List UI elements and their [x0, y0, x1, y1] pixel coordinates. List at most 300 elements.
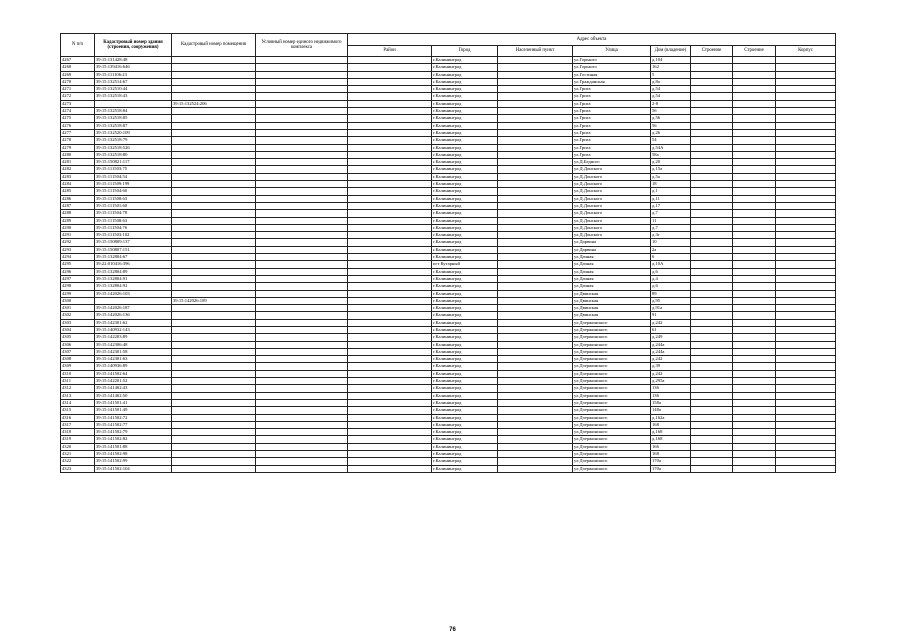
cell-cadastral-premise	[172, 151, 256, 158]
cell-city: г.Калининград	[432, 217, 498, 224]
cell-number: 4291	[61, 232, 95, 239]
cell-block	[776, 378, 836, 385]
cell-settlement	[498, 429, 573, 436]
cell-house: д.168	[651, 429, 691, 436]
cell-house: д.244а	[651, 348, 691, 355]
cell-complex-number	[256, 173, 348, 180]
cell-korpus	[691, 129, 733, 136]
cell-cadastral-premise	[172, 378, 256, 385]
cell-complex-number	[256, 297, 348, 304]
cell-settlement	[498, 129, 573, 136]
cell-house: д.3г	[651, 232, 691, 239]
cell-cadastral-premise	[172, 341, 256, 348]
cell-korpus	[691, 385, 733, 392]
table-row	[61, 239, 836, 246]
cell-settlement	[498, 326, 573, 333]
cell-cadastral-building: 39:15:111501:60	[95, 202, 172, 209]
cell-building	[733, 115, 776, 122]
cell-house: д.39	[651, 363, 691, 370]
cell-cadastral-premise	[172, 363, 256, 370]
cell-street: ул.Дзержинского	[573, 421, 651, 428]
cell-district	[348, 151, 432, 158]
cell-cadastral-building: 39:15:132518:85	[95, 115, 172, 122]
cell-settlement	[498, 188, 573, 195]
cell-block	[776, 319, 836, 326]
cell-number: 4282	[61, 166, 95, 173]
cell-number: 4268	[61, 64, 95, 71]
cell-settlement	[498, 108, 573, 115]
cell-block	[776, 108, 836, 115]
cell-house: 168	[651, 421, 691, 428]
cell-cadastral-premise	[172, 414, 256, 421]
cell-complex-number	[256, 290, 348, 297]
cell-complex-number	[256, 319, 348, 326]
cell-complex-number	[256, 261, 348, 268]
cell-city: г.Калининград	[432, 421, 498, 428]
cell-house: 158а	[651, 399, 691, 406]
cell-city: г.Калининград	[432, 326, 498, 333]
cell-settlement	[498, 319, 573, 326]
cell-district	[348, 108, 432, 115]
cell-street: ул.Дарвина	[573, 239, 651, 246]
cell-city: г.Калининград	[432, 57, 498, 64]
cell-district	[348, 319, 432, 326]
cell-complex-number	[256, 93, 348, 100]
cell-korpus	[691, 159, 733, 166]
cell-complex-number	[256, 429, 348, 436]
cell-complex-number	[256, 341, 348, 348]
cell-district	[348, 144, 432, 151]
cell-district	[348, 326, 432, 333]
header-num: N п/п	[61, 34, 95, 57]
cell-street: ул.Д.Бедного	[573, 159, 651, 166]
cell-cadastral-premise	[172, 443, 256, 450]
cell-cadastral-premise	[172, 261, 256, 268]
cell-house: д.5а	[651, 173, 691, 180]
cell-city: г.Калининград	[432, 188, 498, 195]
cell-cadastral-premise	[172, 254, 256, 261]
cell-city: пгт Кутарный	[432, 261, 498, 268]
table-row	[61, 188, 836, 195]
cell-korpus	[691, 254, 733, 261]
cell-settlement	[498, 312, 573, 319]
cell-cadastral-building: 39:15:132518:80	[95, 151, 172, 158]
table-row	[61, 290, 836, 297]
cell-district	[348, 275, 432, 282]
table-row	[61, 451, 836, 458]
cell-house: 89	[651, 290, 691, 297]
cell-korpus	[691, 458, 733, 465]
cell-city: г.Калининград	[432, 385, 498, 392]
cell-block	[776, 436, 836, 443]
cell-city: г.Калининград	[432, 93, 498, 100]
cell-house: д.56	[651, 115, 691, 122]
cell-korpus	[691, 356, 733, 363]
cell-district	[348, 122, 432, 129]
cell-settlement	[498, 78, 573, 85]
table-row	[61, 100, 836, 107]
cell-complex-number	[256, 137, 348, 144]
cell-city: г.Калининград	[432, 166, 498, 173]
cell-korpus	[691, 465, 733, 472]
cell-cadastral-premise	[172, 137, 256, 144]
table-row	[61, 370, 836, 377]
table-row	[61, 108, 836, 115]
cell-city: г.Калининград	[432, 159, 498, 166]
cell-cadastral-building: 39:15:132518:526	[95, 144, 172, 151]
cell-block	[776, 78, 836, 85]
cell-complex-number	[256, 458, 348, 465]
cell-korpus	[691, 86, 733, 93]
cell-building	[733, 312, 776, 319]
cell-block	[776, 93, 836, 100]
cell-building	[733, 268, 776, 275]
cell-korpus	[691, 290, 733, 297]
cell-house: д.4	[651, 275, 691, 282]
cell-district	[348, 414, 432, 421]
cell-cadastral-building: 39:15:142301:62	[95, 319, 172, 326]
cell-settlement	[498, 392, 573, 399]
cell-cadastral-building: 39:15:141501:41	[95, 399, 172, 406]
cell-block	[776, 217, 836, 224]
cell-cadastral-building: 39:15:111503:75	[95, 166, 172, 173]
cell-district	[348, 334, 432, 341]
cell-district	[348, 370, 432, 377]
cell-cadastral-building: 39:15:111106:23	[95, 71, 172, 78]
cell-building	[733, 78, 776, 85]
cell-city: г.Калининград	[432, 195, 498, 202]
cell-korpus	[691, 436, 733, 443]
cell-complex-number	[256, 195, 348, 202]
cell-city: г.Калининград	[432, 232, 498, 239]
cell-korpus	[691, 188, 733, 195]
cell-cadastral-building: 39:15:141501:88	[95, 443, 172, 450]
cell-number: 4304	[61, 326, 95, 333]
cell-building	[733, 283, 776, 290]
cell-house: д.162а	[651, 414, 691, 421]
cell-house: 91	[651, 312, 691, 319]
cell-cadastral-premise	[172, 195, 256, 202]
cell-city: г.Калининград	[432, 297, 498, 304]
table-row	[61, 268, 836, 275]
cell-city: г.Калининград	[432, 305, 498, 312]
cell-settlement	[498, 239, 573, 246]
cell-cadastral-building: 39:15:132518:79	[95, 137, 172, 144]
cell-city: г.Калининград	[432, 122, 498, 129]
cell-korpus	[691, 312, 733, 319]
cell-cadastral-building: 39:15:141502:98	[95, 451, 172, 458]
cell-city: г.Калининград	[432, 173, 498, 180]
cell-street: ул.Дзержинского	[573, 334, 651, 341]
cell-building	[733, 275, 776, 282]
cell-building	[733, 232, 776, 239]
cell-cadastral-building: 39:15:142301:63	[95, 356, 172, 363]
cell-building	[733, 71, 776, 78]
cell-number: 4290	[61, 224, 95, 231]
cell-settlement	[498, 370, 573, 377]
table-row	[61, 392, 836, 399]
cell-korpus	[691, 261, 733, 268]
table-row	[61, 399, 836, 406]
table-row	[61, 129, 836, 136]
cell-number: 4317	[61, 421, 95, 428]
cell-cadastral-premise: 39:15:142026:189	[172, 297, 256, 304]
cell-number: 4311	[61, 378, 95, 385]
cell-cadastral-building: 39:15:141502:79	[95, 429, 172, 436]
cell-block	[776, 429, 836, 436]
cell-block	[776, 144, 836, 151]
cell-cadastral-premise	[172, 188, 256, 195]
cell-street: ул.Дзержинского	[573, 356, 651, 363]
cell-settlement	[498, 399, 573, 406]
cell-complex-number	[256, 210, 348, 217]
cell-cadastral-premise	[172, 399, 256, 406]
table-row	[61, 363, 836, 370]
cell-settlement	[498, 71, 573, 78]
cell-number: 4322	[61, 458, 95, 465]
cell-cadastral-premise	[172, 370, 256, 377]
cell-building	[733, 334, 776, 341]
cell-block	[776, 458, 836, 465]
cell-cadastral-premise	[172, 283, 256, 290]
cell-street: ул.Дзержинского	[573, 399, 651, 406]
cell-korpus	[691, 202, 733, 209]
cell-house: 61	[651, 326, 691, 333]
cell-district	[348, 195, 432, 202]
cell-street: ул.Дзержинского	[573, 436, 651, 443]
cell-complex-number	[256, 144, 348, 151]
table-row	[61, 305, 836, 312]
cell-city: г.Калининград	[432, 341, 498, 348]
cell-settlement	[498, 232, 573, 239]
cell-cadastral-building: 39:22:010416:396	[95, 261, 172, 268]
cell-number: 4283	[61, 173, 95, 180]
cell-cadastral-premise	[172, 458, 256, 465]
cell-number: 4294	[61, 254, 95, 261]
cell-district	[348, 173, 432, 180]
cell-complex-number	[256, 108, 348, 115]
cell-house: д.95	[651, 297, 691, 304]
cell-cadastral-building	[95, 297, 172, 304]
cell-district	[348, 78, 432, 85]
cell-building	[733, 363, 776, 370]
cell-block	[776, 86, 836, 93]
cell-korpus	[691, 122, 733, 129]
cell-house: 10	[651, 239, 691, 246]
cell-settlement	[498, 202, 573, 209]
cell-building	[733, 370, 776, 377]
cell-cadastral-building: 39:15:141502:77	[95, 421, 172, 428]
cell-block	[776, 312, 836, 319]
cell-building	[733, 261, 776, 268]
cell-house: 2-8	[651, 100, 691, 107]
cell-city: г.Калининград	[432, 451, 498, 458]
cell-number: 4323	[61, 465, 95, 472]
cell-street: ул.Д.Донского	[573, 166, 651, 173]
cell-complex-number	[256, 254, 348, 261]
table-row	[61, 436, 836, 443]
cell-korpus	[691, 57, 733, 64]
cell-building	[733, 436, 776, 443]
cell-district	[348, 188, 432, 195]
cell-building	[733, 341, 776, 348]
cell-number: 4288	[61, 210, 95, 217]
cell-house: д.6	[651, 268, 691, 275]
cell-settlement	[498, 268, 573, 275]
cell-complex-number	[256, 151, 348, 158]
cell-street: ул.Дзержинского	[573, 348, 651, 355]
cell-cadastral-building: 39:15:111504:78	[95, 210, 172, 217]
cell-district	[348, 341, 432, 348]
cell-block	[776, 202, 836, 209]
table-row	[61, 429, 836, 436]
header-building: Строение	[733, 45, 776, 57]
cell-city: г.Калининград	[432, 268, 498, 275]
cell-number: 4281	[61, 159, 95, 166]
cell-building	[733, 100, 776, 107]
cell-korpus	[691, 392, 733, 399]
cell-city: г.Калининград	[432, 115, 498, 122]
table-row	[61, 348, 836, 355]
cell-city: г.Калининград	[432, 239, 498, 246]
cell-city: г.Калининград	[432, 356, 498, 363]
cell-building	[733, 159, 776, 166]
cell-cadastral-premise	[172, 246, 256, 253]
cell-korpus	[691, 334, 733, 341]
cell-building	[733, 137, 776, 144]
table-row	[61, 202, 836, 209]
cell-street: ул.Дачная	[573, 254, 651, 261]
cell-complex-number	[256, 385, 348, 392]
cell-number: 4271	[61, 86, 95, 93]
table-row	[61, 421, 836, 428]
cell-house: д.54А	[651, 144, 691, 151]
cell-street: ул.Дачная	[573, 283, 651, 290]
cell-settlement	[498, 224, 573, 231]
header-complex-number: Условный номер единого недвижимого комплекса	[256, 34, 348, 57]
cell-settlement	[498, 334, 573, 341]
cell-street: ул.Грига	[573, 137, 651, 144]
cell-cadastral-premise	[172, 71, 256, 78]
cell-house: 166	[651, 443, 691, 450]
cell-house: д.15а	[651, 166, 691, 173]
cell-complex-number	[256, 312, 348, 319]
cell-cadastral-building: 39:15:111504:60	[95, 188, 172, 195]
cell-cadastral-building: 39:15:140936:89	[95, 363, 172, 370]
cell-settlement	[498, 421, 573, 428]
cell-settlement	[498, 151, 573, 158]
cell-street: ул.Грига	[573, 122, 651, 129]
cell-house: 56	[651, 108, 691, 115]
cell-settlement	[498, 122, 573, 129]
table-row	[61, 334, 836, 341]
cell-district	[348, 86, 432, 93]
cell-settlement	[498, 443, 573, 450]
cell-house: 170а	[651, 458, 691, 465]
header-settlement: Населенный пункт	[498, 45, 573, 57]
cell-street: ул.Дзержинского	[573, 451, 651, 458]
cell-settlement	[498, 348, 573, 355]
cell-building	[733, 129, 776, 136]
cell-house: д.8а	[651, 78, 691, 85]
cell-city: г.Калининград	[432, 290, 498, 297]
cell-complex-number	[256, 246, 348, 253]
cell-district	[348, 246, 432, 253]
cell-settlement	[498, 254, 573, 261]
cell-city: г.Калининград	[432, 334, 498, 341]
cell-cadastral-premise	[172, 210, 256, 217]
cell-settlement	[498, 246, 573, 253]
cell-cadastral-premise	[172, 115, 256, 122]
cell-street: ул.Дзержинского	[573, 385, 651, 392]
cell-number: 4312	[61, 385, 95, 392]
cell-complex-number	[256, 363, 348, 370]
cell-cadastral-premise	[172, 144, 256, 151]
cell-cadastral-building: 39:15:150821:117	[95, 159, 172, 166]
cell-street: ул.Грига	[573, 129, 651, 136]
cell-cadastral-premise	[172, 86, 256, 93]
cell-number: 4275	[61, 115, 95, 122]
cell-house: 54	[651, 137, 691, 144]
cell-number: 4270	[61, 78, 95, 85]
cell-cadastral-premise	[172, 181, 256, 188]
cell-district	[348, 436, 432, 443]
cell-korpus	[691, 275, 733, 282]
table-row	[61, 356, 836, 363]
cell-block	[776, 210, 836, 217]
cell-settlement	[498, 341, 573, 348]
cell-house: 136	[651, 385, 691, 392]
cell-cadastral-premise	[172, 173, 256, 180]
cell-house: 58а	[651, 151, 691, 158]
cell-street: ул.Д.Донского	[573, 210, 651, 217]
cell-house: д.7	[651, 210, 691, 217]
cell-district	[348, 297, 432, 304]
cell-cadastral-building: 39:15:142201:52	[95, 378, 172, 385]
cell-number: 4320	[61, 443, 95, 450]
page-number: 76	[449, 627, 456, 633]
cell-block	[776, 370, 836, 377]
cell-block	[776, 275, 836, 282]
cell-number: 4318	[61, 429, 95, 436]
header-house: Дом (владение)	[651, 45, 691, 57]
cell-korpus	[691, 210, 733, 217]
cell-cadastral-building: 39:15:111504:54	[95, 173, 172, 180]
cell-block	[776, 261, 836, 268]
cell-district	[348, 392, 432, 399]
cell-block	[776, 57, 836, 64]
cell-house: д.242	[651, 356, 691, 363]
cell-cadastral-building: 39:15:111508:63	[95, 195, 172, 202]
cell-korpus	[691, 341, 733, 348]
cell-cadastral-building: 39:15:142203:89	[95, 334, 172, 341]
cell-number: 4300	[61, 297, 95, 304]
cell-district	[348, 210, 432, 217]
cell-number: 4310	[61, 370, 95, 377]
cell-number: 4279	[61, 144, 95, 151]
cell-district	[348, 407, 432, 414]
cell-block	[776, 64, 836, 71]
cell-district	[348, 129, 432, 136]
cell-street: ул.Д.Донского	[573, 188, 651, 195]
cell-cadastral-premise	[172, 93, 256, 100]
cell-district	[348, 71, 432, 78]
cell-complex-number	[256, 465, 348, 472]
cell-number: 4306	[61, 341, 95, 348]
cell-cadastral-building: 39:15:142026:136	[95, 312, 172, 319]
cell-block	[776, 151, 836, 158]
cell-street: ул.Грига	[573, 115, 651, 122]
